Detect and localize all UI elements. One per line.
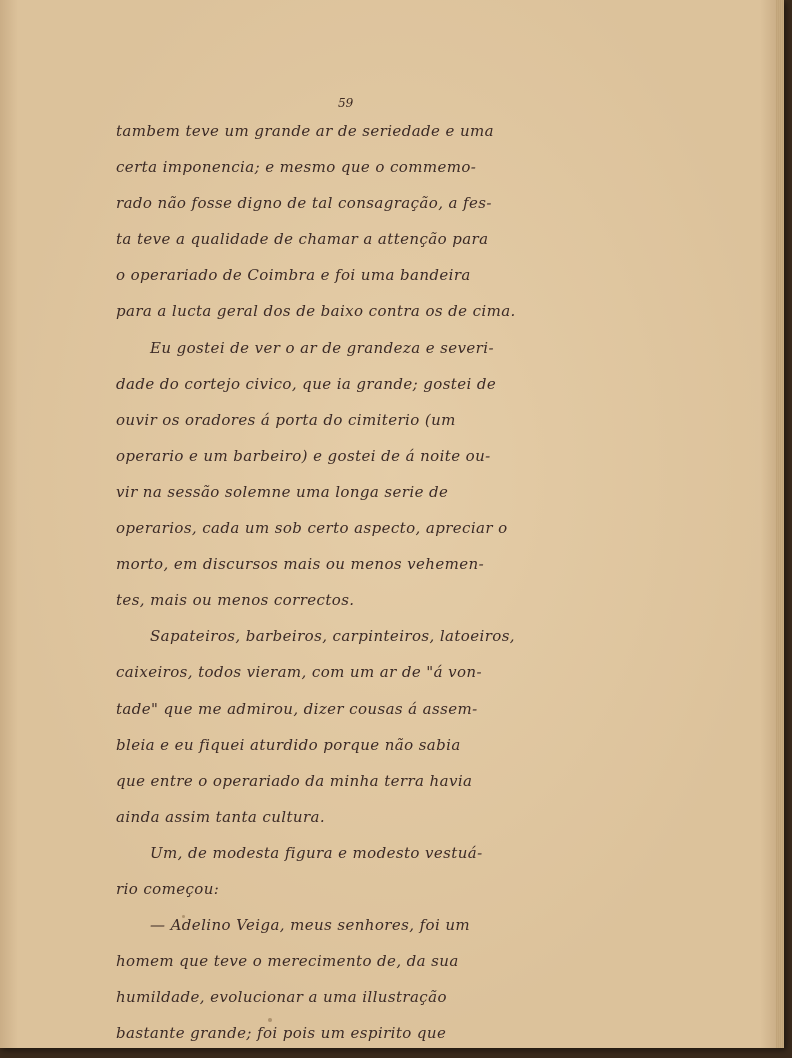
text-line: bastante grande; foi pois um espirito que: [116, 1024, 447, 1043]
text-line: o operariado de Coimbra e foi uma bandeira: [116, 266, 471, 285]
text-line: homem que teve o merecimento de, da sua: [116, 952, 459, 971]
text-line: Eu gostei de ver o ar de grandeza e severi-: [150, 338, 494, 357]
text-line: caixeiros, todos vieram, com um ar de "á von-: [116, 663, 482, 682]
text-line: dade do cortejo civico, que ia grande; gostei de: [116, 374, 497, 393]
page-number: 59: [338, 96, 354, 110]
text-line: ouvir os oradores á porta do cimiterio (um: [116, 410, 456, 429]
text-line: operario e um barbeiro) e gostei de á noite ou-: [116, 446, 491, 465]
text-line: Sapateiros, barbeiros, carpinteiros, latoeiros,: [150, 627, 515, 646]
text-line: bleia e eu fiquei aturdido porque não sabia: [116, 735, 461, 754]
paper-spot: [268, 1018, 272, 1022]
handwritten-text: [116, 113, 596, 1051]
paper-spot: [182, 915, 185, 918]
text-line: rio começou:: [116, 879, 220, 898]
text-line: morto, em discursos mais ou menos vehemen-: [116, 555, 485, 574]
text-line: Um, de modesta figura e modesto vestuá-: [150, 843, 483, 862]
text-line: tambem teve um grande ar de seriedade e uma: [116, 122, 494, 140]
text-line: humildade, evolucionar a uma illustração: [116, 988, 447, 1007]
text-line: certa imponencia; e mesmo que o commemo-: [116, 158, 477, 177]
text-line: tes, mais ou menos correctos.: [116, 591, 355, 610]
page-edge: [776, 0, 784, 1048]
text-line: que entre o operariado da minha terra havia: [116, 771, 473, 790]
text-line: ta teve a qualidade de chamar a attenção para: [116, 230, 489, 249]
text-line: para a lucta geral dos de baixo contra os de cima.: [116, 302, 516, 321]
text-line: vir na sessão solemne uma longa serie de: [116, 482, 449, 501]
text-line: rado não fosse digno de tal consagração, a fes-: [116, 194, 492, 213]
text-line: tade" que me admirou, dizer cousas á assem-: [116, 699, 478, 718]
text-line: operarios, cada um sob certo aspecto, apreciar o: [116, 519, 508, 538]
text-line: ainda assim tanta cultura.: [116, 807, 326, 826]
text-line: — Adelino Veiga, meus senhores, foi um: [150, 916, 471, 935]
